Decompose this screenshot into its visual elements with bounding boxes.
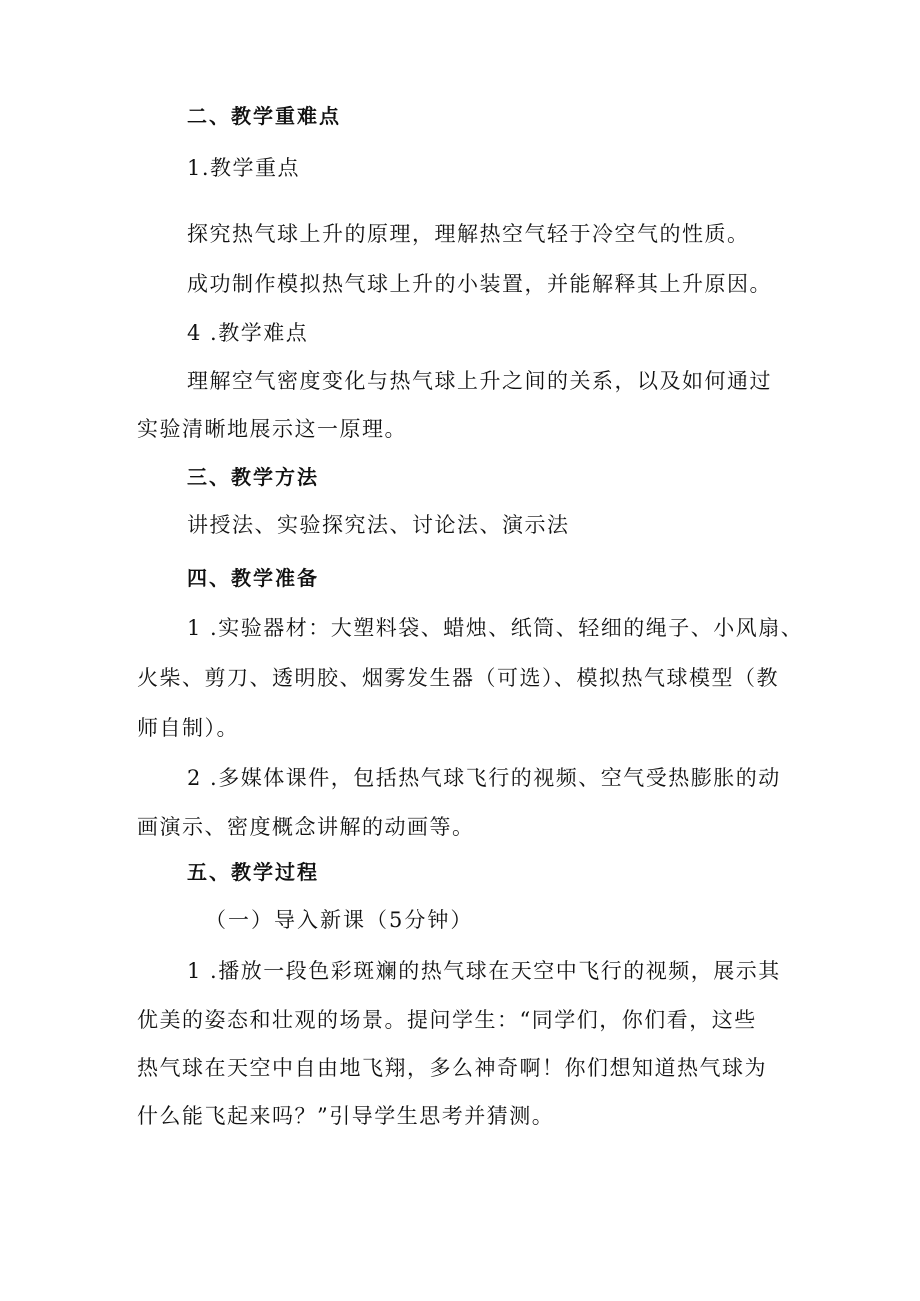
difficulty-paragraph-line-1: 理解空气密度变化与热气球上升之间的关系，以及如何通过 bbox=[187, 369, 772, 393]
process-step-1-line-1: 1 .播放一段色彩斑斓的热气球在天空中飞行的视频，展示其 bbox=[187, 959, 781, 983]
preparation-item-1-line-1: 1 .实验器材：大塑料袋、蜡烛、纸筒、轻细的绳子、小风扇、 bbox=[187, 616, 804, 640]
methods-paragraph: 讲授法、实验探究法、讨论法、演示法 bbox=[187, 513, 570, 537]
preparation-item-2-line-1: 2 .多媒体课件，包括热气球飞行的视频、空气受热膨胀的动 bbox=[187, 766, 781, 790]
preparation-item-1-line-3: 师自制）。 bbox=[137, 716, 239, 740]
key-point-paragraph-2: 成功制作模拟热气球上升的小装置，并能解释其上升原因。 bbox=[187, 272, 772, 296]
item-title-teaching-difficulties: 4 .教学难点 bbox=[187, 321, 309, 345]
section-heading-teaching-preparation: 四、教学准备 bbox=[187, 566, 319, 590]
preparation-item-2-line-2: 画演示、密度概念讲解的动画等。 bbox=[137, 815, 475, 839]
process-step-1-line-4: 什么能飞起来吗？”引导学生思考并猜测。 bbox=[137, 1104, 555, 1128]
difficulty-paragraph-line-2: 实验清晰地展示这一原理。 bbox=[137, 417, 407, 441]
subsection-heading-introduce-new-lesson: （一）导入新课（5分钟） bbox=[205, 908, 474, 932]
item-title-teaching-key-points: 1.教学重点 bbox=[187, 156, 301, 180]
process-step-1-line-3: 热气球在天空中自由地飞翔，多么神奇啊！你们想知道热气球为 bbox=[137, 1056, 767, 1080]
section-heading-teaching-methods: 三、教学方法 bbox=[187, 465, 319, 489]
section-heading-teaching-key-difficult-points: 二、教学重难点 bbox=[187, 104, 341, 128]
process-step-1-line-2: 优美的姿态和壮观的场景。提问学生：“同学们，你们看，这些 bbox=[137, 1008, 757, 1032]
preparation-item-1-line-2: 火柴、剪刀、透明胶、烟雾发生器（可选）、模拟热气球模型（教 bbox=[137, 666, 779, 690]
key-point-paragraph-1: 探究热气球上升的原理，理解热空气轻于冷空气的性质。 bbox=[187, 222, 750, 246]
section-heading-teaching-process: 五、教学过程 bbox=[187, 860, 319, 884]
